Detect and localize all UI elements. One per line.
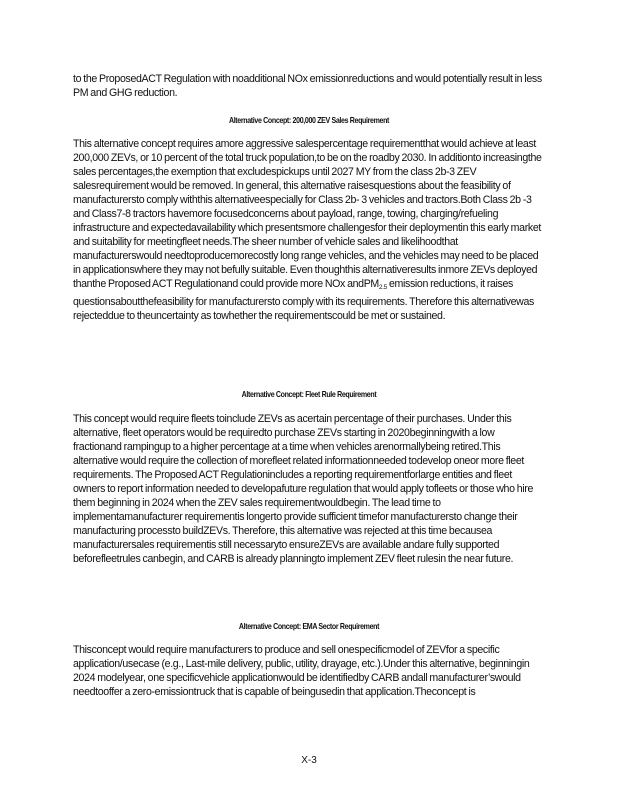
section-heading-zev-sales: Alternative Concept: 200,000 ZEV Sales Requirement xyxy=(228,116,390,125)
section-heading-fleet-rule: Alternative Concept: Fleet Rule Requirement xyxy=(241,390,377,399)
pm-subscript: 2.5 xyxy=(378,284,387,291)
intro-paragraph: to the ProposedACT Regulation with noadditional NOx emissionreductions and would potentially result in less PM and GHG reduction. xyxy=(73,73,542,99)
section-heading-ema-sector: Alternative Concept: EMA Sector Requirement xyxy=(238,622,380,631)
page-number: X-3 xyxy=(301,755,317,766)
section-body-zev-sales xyxy=(73,137,545,323)
section-body-ema-sector: Thisconcept would require manufacturers to produce and sell onespecificmodel of ZEVfor a specific application/usecase (e.g., Last-mile delivery, public, utility, drayage, etc.).Under this alternative, beginningin 2024 modelyear, one specificvehicle applicationwould be identifiedby CARB andall manufacturer’swould needtooffer a zero-emissiontruck that is capable of beingusedin that application.Theconcept is xyxy=(73,644,530,698)
zev-sales-text-continued: emission reductions, it raises questionsaboutthefeasibility for manufacturersto comply with its requirements. Therefore this alternativewas rejecteddue to theuncertainty as towhether the requirementscould be met or sustained. xyxy=(73,278,534,322)
zev-sales-text: This alternative concept requires amore aggressive salespercentage requirementthat would achieve at least 200,000 ZEVs, or 10 percent of the total truck population,to be on the roadby 2030. In additionto increasingthe sales percentages,the exemption that excludespickups until 2027 MY from the class 2b-3 ZEV salesrequirement would be removed. In general, this alternative raisesquestions about the feasibility of manufacturersto comply withthis alternativeespecially for Class 2b- 3 vehicles and tractors.Both Class 2b -3 and Class7-8 tractors havemore focusedconcerns about payload, range, towing, charging/refueling infrastructure and expectedavailability which presentsmore challengesfor their deploymentin this early market and suitability for meetingfleet needs.The sheer number of vehicle sales and likelihoodthat manufacturerswould needtoproducemorecostly long range vehicles, and the vehicles may need to be placed in applicationswhere they may not befully suitable. Even thoughthis alternativeresults inmore ZEVs deployed thanthe Proposed ACT Regulationand could provide more NOx andPM xyxy=(73,138,542,290)
section-body-fleet-rule: This concept would require fleets toinclude ZEVs as acertain percentage of their purchases. Under this alternative, fleet operators would be requiredto purchase ZEVs starting in 2020beginningwith a low fractionand rampingup to a higher percentage at a time when vehicles arenormallybeing retired.This alternative would require the collection of morefleet related informationneeded todevelop oneor more fleet requirements. The Proposed ACT Regulationincludes a reporting requirementforlarge entities and fleet owners to report information needed to developafuture regulation that would apply tofleets or those who hire them beginning in 2024 when the ZEV sales requirementwouldbegin. The lead time to implementamanufacturer requirementis longerto provide sufficient timefor manufacturersto change their manufacturing processto buildZEVs. Therefore, this alternative was rejected at this time becausea manufacturersales requirementis still necessaryto ensureZEVs are available andare fully supported beforefleetrules canbegin, and CARB is already planningto implement ZEV fleet rulesin the near future. xyxy=(73,413,533,565)
